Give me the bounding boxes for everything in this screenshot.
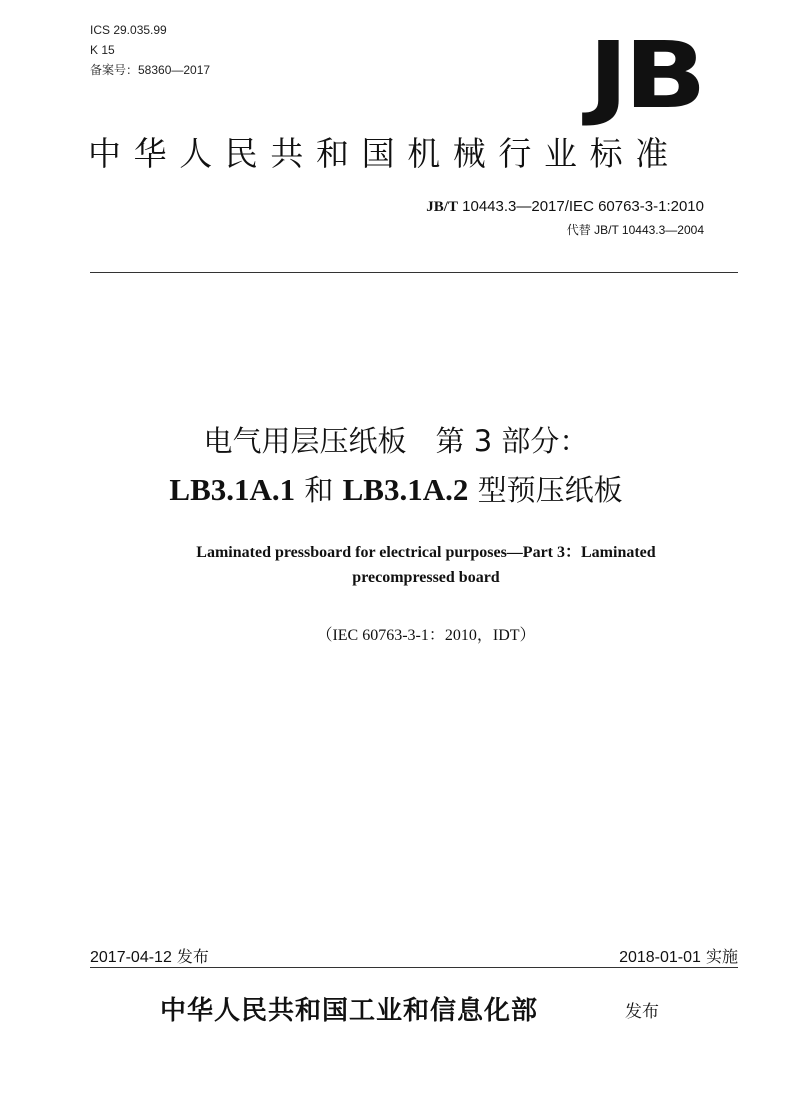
title-cn-line2 [90, 472, 702, 508]
header-divider [90, 272, 738, 273]
grade-a: LB3.1A.1 [169, 472, 296, 507]
jb-logo: JB [588, 22, 702, 129]
record-number: 备案号：58360—2017 [90, 63, 211, 77]
standard-authority: 中华人民共和国机械行业标准 [88, 134, 681, 173]
issuer-name: 中华人民共和国工业和信息化部 [160, 996, 539, 1026]
ccs-code: K 15 [90, 43, 115, 57]
implement-label: 实施 [700, 947, 738, 966]
title-en-line1: Laminated pressboard for electrical purposes—Part 3：Laminated [196, 544, 656, 561]
conjunction: 和 [295, 473, 343, 507]
standard-prefix: JB/T [426, 199, 458, 215]
grade-b: LB3.1A.2 [342, 472, 469, 507]
idt-reference: （IEC 60763-3-1：2010，IDT） [316, 627, 536, 644]
title-cn-line1: 电气用层压纸板 第 3 部分： [203, 424, 589, 458]
ics-code: ICS 29.035.99 [90, 23, 167, 37]
standard-code: 10443.3—2017/IEC 60763-3-1:2010 [457, 198, 704, 215]
standard-number [426, 198, 704, 216]
implement-date [619, 944, 738, 967]
title-en-line2: precompressed board [352, 569, 500, 586]
footer-divider [90, 967, 738, 968]
issue-label: 发布 [171, 947, 209, 966]
issue-date-value: 2017-04-12 [90, 949, 172, 966]
replaces-note: 代替 JB/T 10443.3—2004 [566, 223, 704, 237]
implement-date-value: 2018-01-01 [619, 949, 701, 966]
title-suffix: 型预压纸板 [468, 473, 623, 507]
issuer-label: 发布 [625, 1002, 659, 1022]
issue-date [90, 944, 209, 967]
